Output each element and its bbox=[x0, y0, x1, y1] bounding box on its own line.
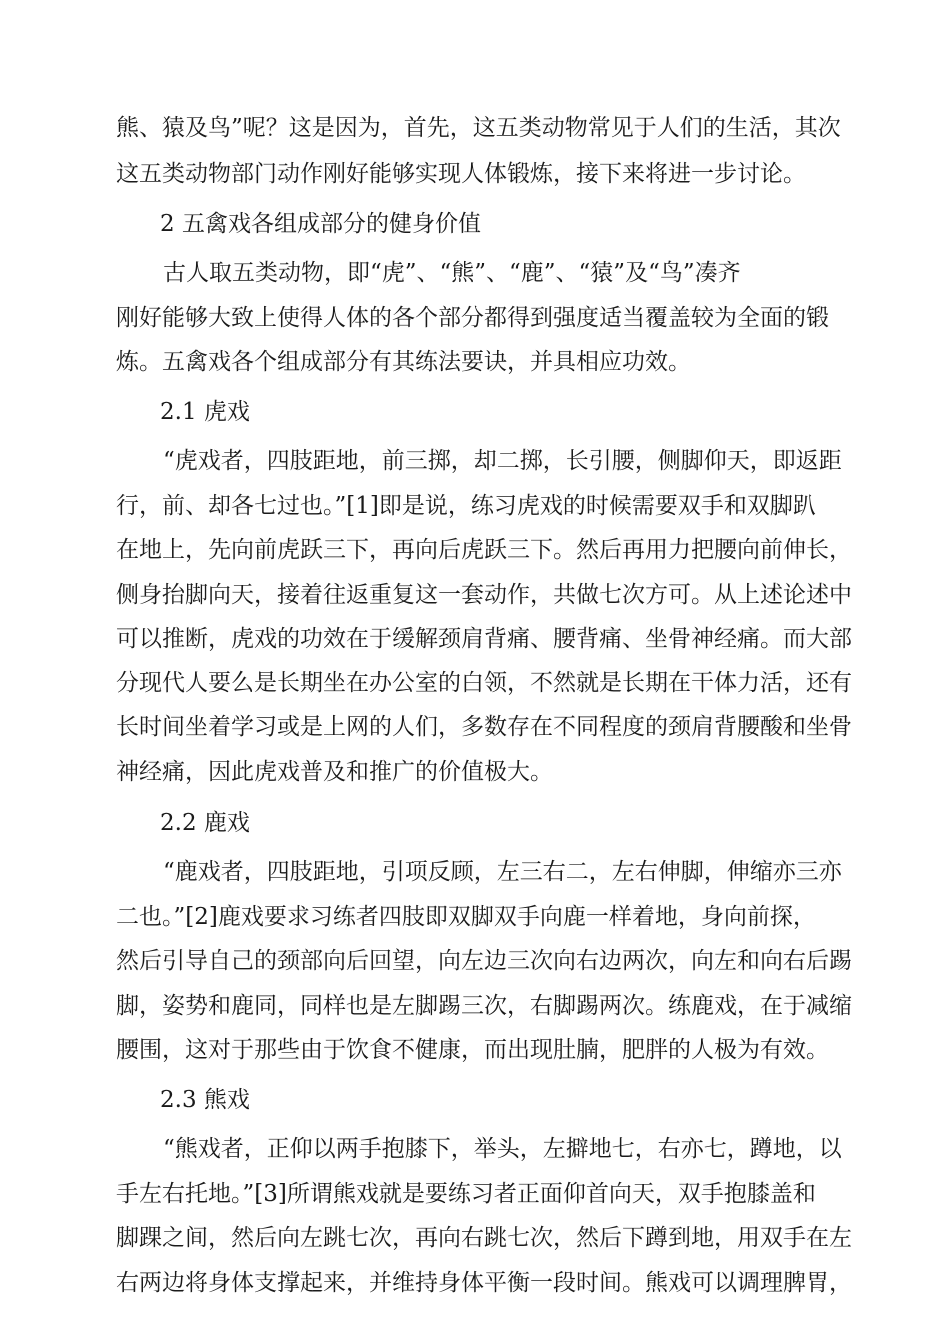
section-2-1-line: 可以推断，虎戏的功效在于缓解颈肩背痛、腰背痛、坐骨神经痛。而大部 bbox=[116, 626, 852, 652]
intro-line: 这五类动物部门动作刚好能够实现人体锻炼，接下来将进一步讨论。 bbox=[116, 161, 806, 187]
section-2-3-heading: 2.3 熊戏 bbox=[160, 1087, 250, 1113]
section-2-1-line: 分现代人要么是长期坐在办公室的白领，不然就是长期在干体力活，还有 bbox=[116, 670, 852, 696]
section-2-3-line: 手左右托地。”[3]所谓熊戏就是要练习者正面仰首向天，双手抱膝盖和 bbox=[116, 1181, 816, 1207]
section-2-2-line: “鹿戏者，四肢距地，引项反顾，左三右二，左右伸脚，伸缩亦三亦 bbox=[163, 859, 842, 885]
section-2-1-line: 行，前、却各七过也。”[1]即是说，练习虎戏的时候需要双手和双脚趴 bbox=[116, 493, 816, 519]
section-2-1-line: 在地上，先向前虎跃三下，再向后虎跃三下。然后再用力把腰向前伸长， bbox=[116, 537, 852, 563]
section-2-2-line: 二也。”[2]鹿戏要求习练者四肢即双脚双手向鹿一样着地，身向前探， bbox=[116, 904, 816, 930]
section-2-1-heading: 2.1 虎戏 bbox=[160, 399, 250, 425]
section-2-line: 刚好能够大致上使得人体的各个部分都得到强度适当覆盖较为全面的锻 bbox=[116, 305, 829, 331]
section-2-2-heading: 2.2 鹿戏 bbox=[160, 810, 250, 836]
section-2-3-line: 右两边将身体支撑起来，并维持身体平衡一段时间。熊戏可以调理脾胃， bbox=[116, 1270, 852, 1296]
section-2-1-line: 长时间坐着学习或是上网的人们，多数存在不同程度的颈肩背腰酸和坐骨 bbox=[116, 714, 852, 740]
section-2-2-line: 腰围，这对于那些由于饮食不健康，而出现肚腩，肥胖的人极为有效。 bbox=[116, 1037, 829, 1063]
intro-line: 熊、猿及鸟”呢？这是因为，首先，这五类动物常见于人们的生活，其次 bbox=[116, 115, 841, 141]
section-2-1-line: “虎戏者，四肢距地，前三掷，却二掷，长引腰，侧脚仰天，即返距 bbox=[163, 448, 842, 474]
section-2-heading: 2 五禽戏各组成部分的健身价值 bbox=[160, 211, 481, 237]
section-2-line: 炼。五禽戏各个组成部分有其练法要诀，并具相应功效。 bbox=[116, 349, 691, 375]
section-2-2-line: 然后引导自己的颈部向后回望，向左边三次向右边两次，向左和向右后踢 bbox=[116, 948, 852, 974]
section-2-1-line: 神经痛，因此虎戏普及和推广的价值极大。 bbox=[116, 759, 553, 785]
section-2-3-line: “熊戏者，正仰以两手抱膝下，举头，左擗地七，右亦七，蹲地，以 bbox=[163, 1136, 842, 1162]
section-2-2-line: 脚，姿势和鹿同，同样也是左脚踢三次，右脚踢两次。练鹿戏，在于减缩 bbox=[116, 993, 852, 1019]
section-2-3-line: 脚踝之间，然后向左跳七次，再向右跳七次，然后下蹲到地，用双手在左 bbox=[116, 1225, 852, 1251]
section-2-line: 古人取五类动物，即“虎”、“熊”、“鹿”、“猿”及“鸟”凑齐 bbox=[163, 260, 741, 286]
section-2-1-line: 侧身抬脚向天，接着往返重复这一套动作，共做七次方可。从上述论述中 bbox=[116, 582, 852, 608]
